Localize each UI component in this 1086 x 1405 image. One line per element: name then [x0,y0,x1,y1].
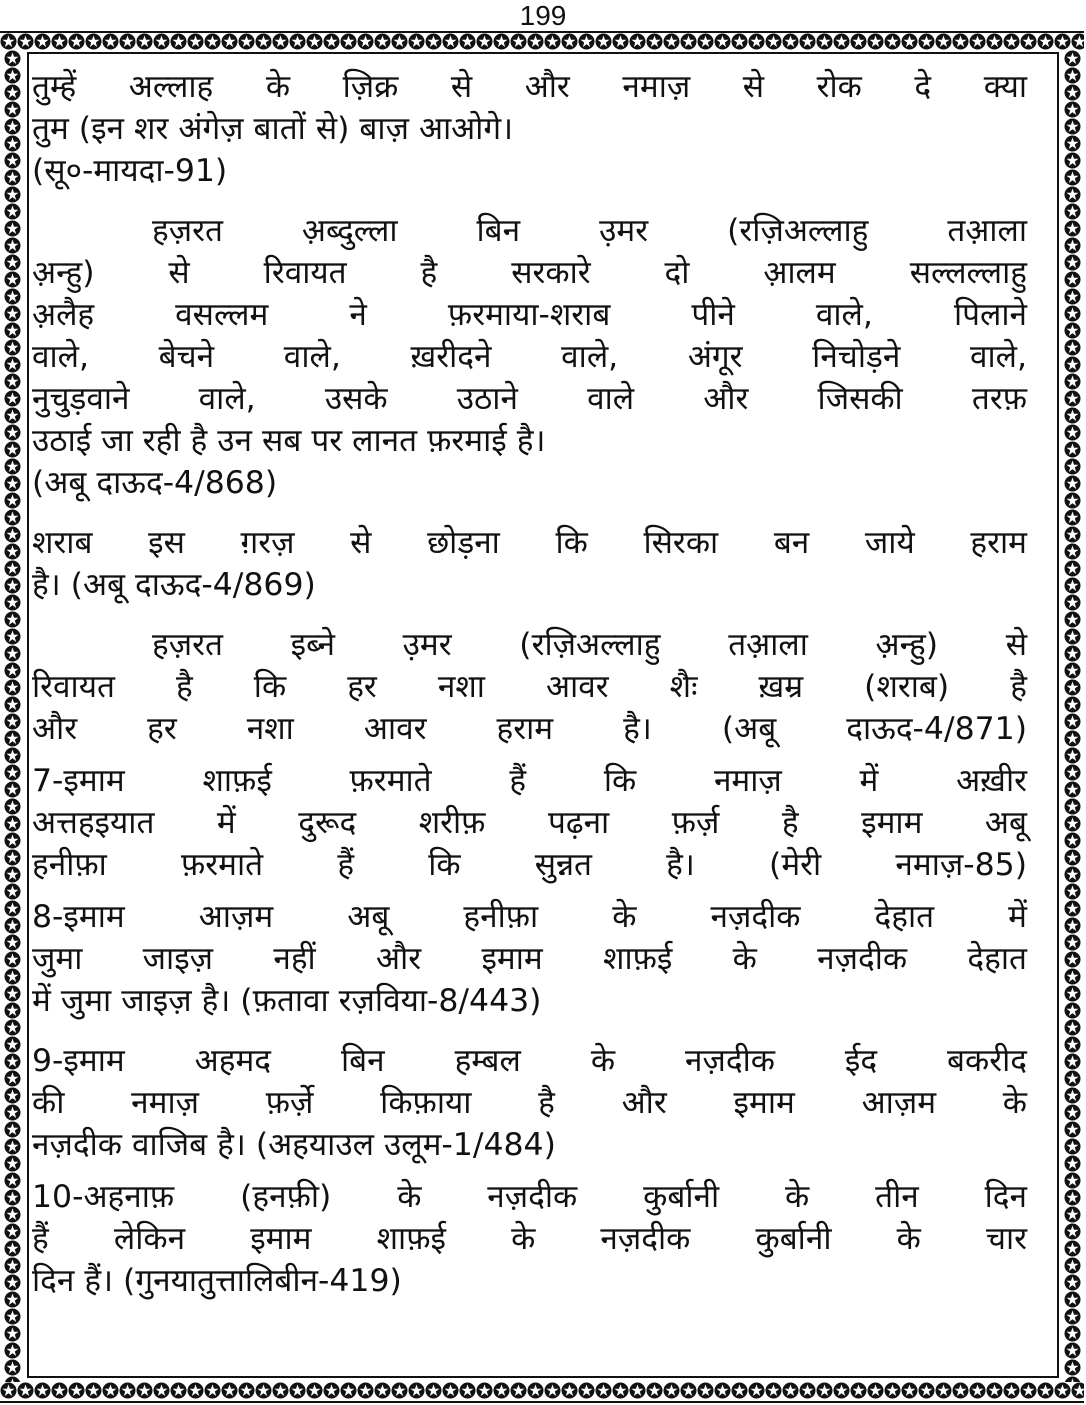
text-line: हनीफ़ा फ़रमाते हैं कि सुन्नत है। (मेरी नमाज़-85) [32,847,1027,883]
paragraph-hadith-ibn-umar [32,624,1027,750]
text-line: वाले, बेचने वाले, ख़रीदने वाले, अंगूर निचोड़ने वाले, [32,339,1027,375]
text-line: 8-इमाम आज़म अबू हनीफ़ा के नज़दीक देहात में [32,899,1027,935]
text-line: 9-इमाम अहमद बिन हम्बल के नज़दीक ईद बकरीद [32,1043,1027,1079]
point-8 [32,896,1027,1022]
border-right-stars [1064,50,1081,1382]
point-10 [32,1176,1027,1302]
point-7 [32,760,1027,886]
border-top-stars [0,33,1084,50]
text-line: तुम्हें अल्लाह के ज़िक्र से और नमाज़ से रोक दे क्या [32,69,1027,105]
page-content [32,66,1027,1302]
paragraph-vinegar [32,522,1027,606]
text-line: अ़न्हु) से रिवायत है सरकारे दो आ़लम सल्लल्लाहु [32,255,1027,291]
text-line: उठाई जा रही है उन सब पर लानत फ़रमाई है। [32,423,546,459]
text-line: अ़लैह वसल्लम ने फ़रमाया-शराब पीने वाले, पिलाने [32,297,1027,333]
text-line: की नमाज़ फ़र्ज़े किफ़ाया है और इमाम आज़म के [32,1085,1027,1121]
text-line: जुमा जाइज़ नहीं और इमाम शाफ़ई के नज़दीक देहात [32,941,1027,977]
text-line: 10-अहनाफ़ (हनफ़ी) के नज़दीक कुर्बानी के तीन दिन [32,1179,1027,1215]
text-line: हैं लेकिन इमाम शाफ़ई के नज़दीक कुर्बानी के चार [32,1221,1027,1257]
citation: (सू०-मायदा-91) [32,153,228,189]
page-number: 199 [519,0,567,31]
point-9 [32,1040,1027,1166]
paragraph-quran-verse [32,66,1027,192]
text-line: नज़दीक वाजिब है। (अहयाउल उलूम-1/484) [32,1127,556,1163]
text-line: रिवायत है कि हर नशा आवर शैः ख़म्र (शराब) है [32,669,1027,705]
text-line: 7-इमाम शाफ़ई फ़रमाते हैं कि नमाज़ में अख़ीर [32,763,1027,799]
border-left-stars [4,50,21,1382]
text-line: अत्तहइयात में दुरूद शरीफ़ पढ़ना फ़र्ज़ है इमाम अबू [32,805,1027,841]
text-line: शराब इस ग़रज़ से छोड़ना कि सिरका बन जाये हराम [32,525,1027,561]
text-line: में जुमा जाइज़ है। (फ़तावा रज़विया-8/443) [32,983,542,1019]
text-line: हज़रत इब्ने उ़मर (रज़िअल्लाहु तआ़ला अ़न्हु) से [152,627,1027,663]
text-line: नुचुड़वाने वाले, उसके उठाने वाले और जिसकी तरफ़ [32,381,1027,417]
border-bottom-stars [0,1382,1084,1399]
paragraph-hadith-abdullah [32,210,1027,504]
text-line: हज़रत अ़ब्दुल्ला बिन उ़मर (रज़िअल्लाहु तआ़ला [152,213,1027,249]
citation: (अबू दाऊद-4/868) [32,465,278,501]
text-line: तुम (इन शर अंगेज़ बातों से) बाज़ आओगे। [32,111,514,147]
text-line: दिन हैं। (गुनयातुत्तालिबीन-419) [32,1263,402,1299]
text-line: और हर नशा आवर हराम है। (अबू दाऊद-4/871) [32,711,1027,747]
text-line: है। (अबू दाऊद-4/869) [32,567,316,603]
